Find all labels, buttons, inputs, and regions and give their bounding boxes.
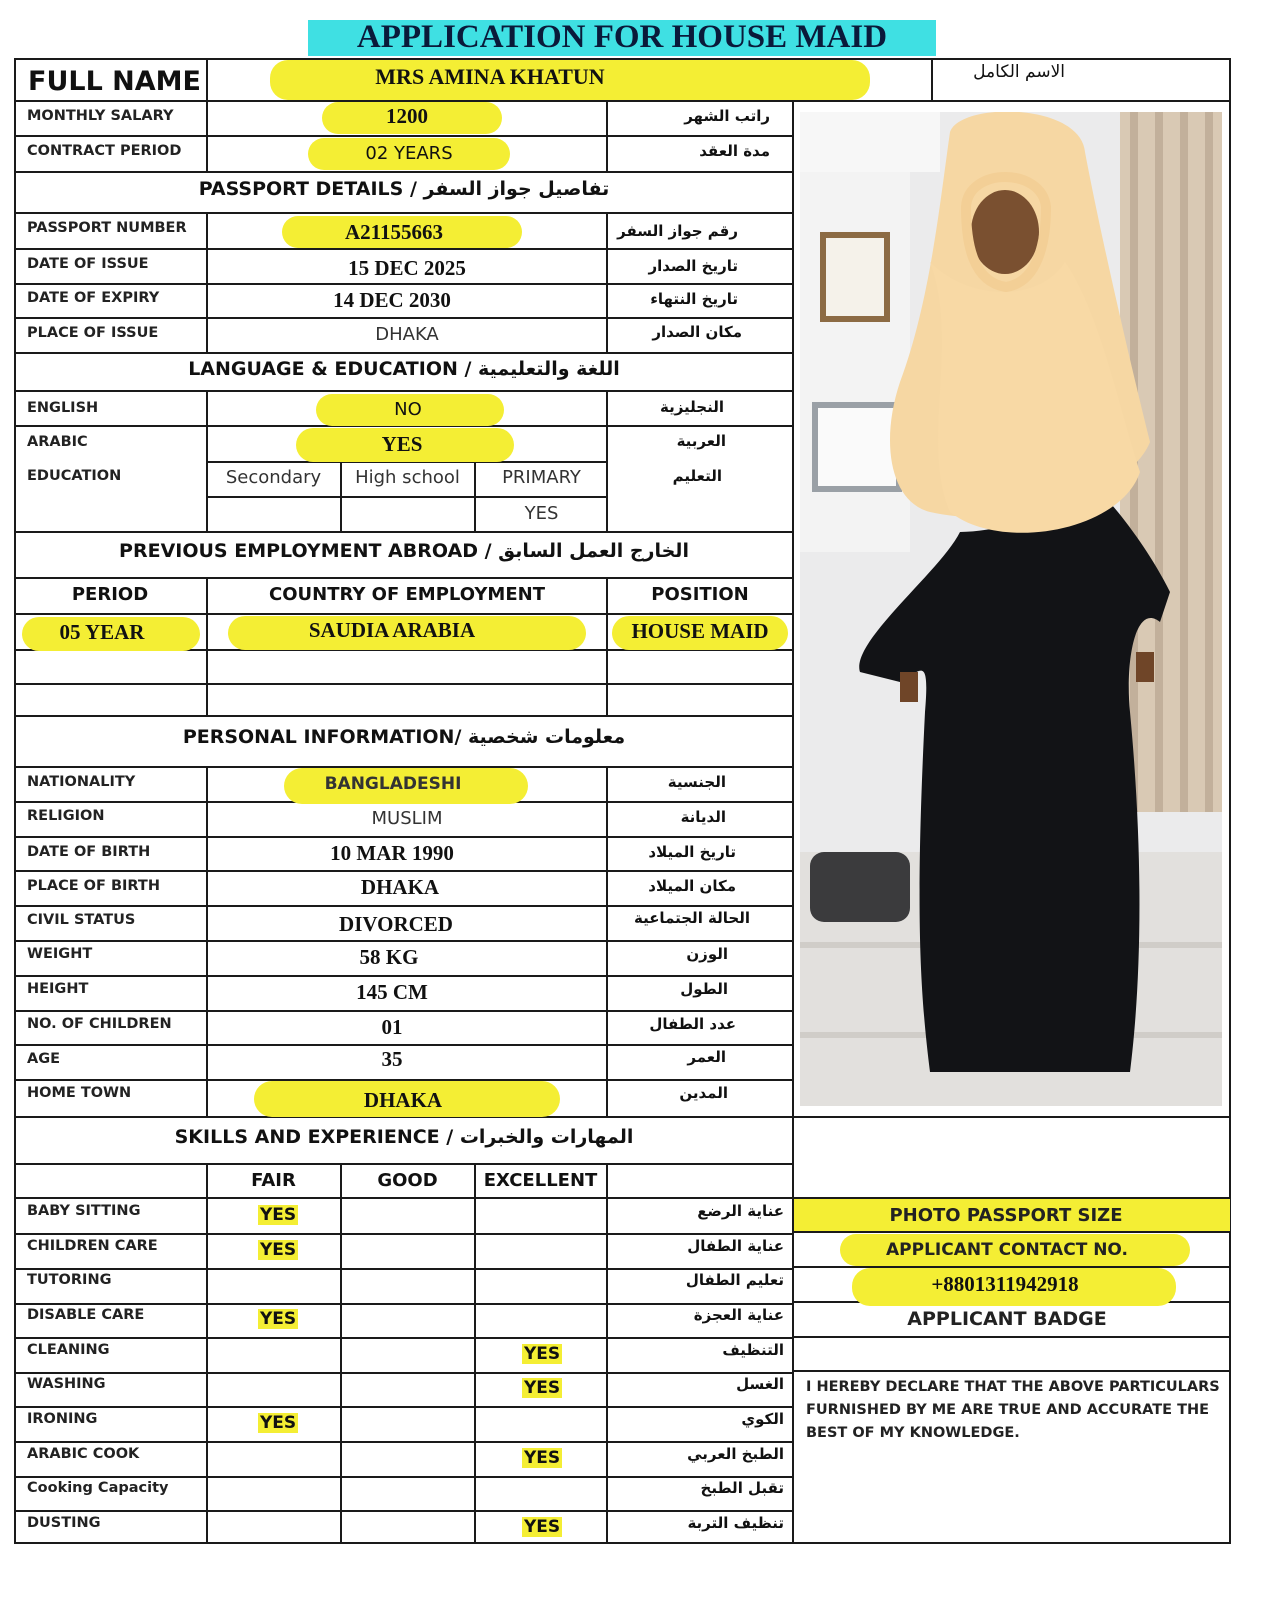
date-of-expiry-value: 14 DEC 2030 — [333, 288, 451, 312]
skill-label: Cooking Capacity — [27, 1480, 169, 1496]
pob-label: PLACE OF BIRTH — [27, 878, 160, 894]
skill-label: WASHING — [27, 1376, 106, 1392]
civil-status-label: CIVIL STATUS — [27, 912, 136, 928]
education-primary-value: YES — [524, 503, 559, 524]
skills-row-divider — [14, 1510, 794, 1512]
age-value: 35 — [381, 1047, 403, 1071]
skills-row-divider — [14, 1268, 794, 1270]
skills-row-divider — [14, 1233, 794, 1235]
english-label: ENGLISH — [27, 400, 99, 416]
skills-row-divider — [14, 1441, 794, 1443]
date-of-issue-ar: تاريخ الصدار — [648, 257, 738, 275]
applicant-photo — [800, 112, 1222, 1106]
children-ar: عدد الطفال — [649, 1015, 736, 1033]
skill-ar: الكوي — [741, 1410, 784, 1428]
skill-label: ARABIC COOK — [27, 1446, 140, 1462]
dob-value: 10 MAR 1990 — [330, 841, 454, 865]
dob-label: DATE OF BIRTH — [27, 844, 151, 860]
full-name-value: MRS AMINA KHATUN — [375, 64, 605, 89]
civil-status-ar: الحالة الجتماعية — [633, 909, 750, 927]
education-ar: التعليم — [672, 467, 722, 485]
religion-label: RELIGION — [27, 808, 105, 824]
education-label: EDUCATION — [27, 468, 122, 484]
monthly-salary-label: MONTHLY SALARY — [27, 108, 174, 124]
contract-period-ar: مدة العقد — [699, 142, 770, 160]
skill-label: DISABLE CARE — [27, 1307, 145, 1323]
skill-label: BABY SITTING — [27, 1203, 141, 1219]
skills-row-divider — [14, 1476, 794, 1478]
civil-status-value: DIVORCED — [339, 912, 453, 936]
personal-section-title: PERSONAL INFORMATION/ معلومات شخصية — [182, 726, 626, 748]
age-ar: العمر — [687, 1048, 726, 1066]
skill-ar: تقبل الطبخ — [700, 1479, 784, 1497]
skills-row-divider — [14, 1406, 794, 1408]
home-town-ar: المدين — [679, 1084, 728, 1102]
employment-position: HOUSE MAID — [631, 619, 769, 643]
skill-excellent-yes: YES — [524, 1517, 561, 1537]
employment-section-title: PREVIOUS EMPLOYMENT ABROAD / الخارج العمل السابق — [119, 540, 689, 562]
employment-header-period: PERIOD — [71, 584, 149, 605]
religion-ar: الديانة — [680, 808, 726, 826]
place-of-issue-label: PLACE OF ISSUE — [27, 325, 159, 341]
page-title: APPLICATION FOR HOUSE MAID — [356, 19, 888, 55]
english-value: NO — [394, 399, 422, 420]
employment-country: SAUDIA ARABIA — [308, 618, 476, 642]
contact-value[interactable]: +8801311942918 — [931, 1272, 1079, 1296]
arabic-ar: العربية — [676, 432, 726, 450]
date-of-expiry-label: DATE OF EXPIRY — [27, 290, 160, 306]
passport-number-ar: رقم جواز السفر — [617, 222, 738, 240]
home-town-label: HOME TOWN — [27, 1085, 132, 1101]
skill-ar: الغسل — [736, 1375, 784, 1393]
monthly-salary-ar: راتب الشهر — [684, 107, 770, 125]
date-of-issue-label: DATE OF ISSUE — [27, 256, 149, 272]
weight-ar: الوزن — [686, 945, 728, 963]
full-name-ar: الاسم الكامل — [973, 62, 1065, 82]
skill-label: CLEANING — [27, 1342, 110, 1358]
declaration-text: I HEREBY DECLARE THAT THE ABOVE PARTICULARS FURNISHED BY ME ARE TRUE AND ACCURATE THE BEST OF MY KNOWLEDGE. — [806, 1379, 1220, 1441]
language-section-title: LANGUAGE & EDUCATION / اللغة والتعليمية — [188, 358, 620, 380]
weight-label: WEIGHT — [27, 946, 93, 962]
arabic-value: YES — [381, 432, 423, 456]
skills-header-excellent: EXCELLENT — [483, 1170, 598, 1191]
skill-label: IRONING — [27, 1411, 98, 1427]
children-label: NO. OF CHILDREN — [27, 1016, 172, 1032]
skill-ar: عناية الطفال — [687, 1237, 784, 1255]
skill-excellent-yes: YES — [524, 1378, 561, 1398]
contract-period-label: CONTRACT PERIOD — [27, 143, 182, 159]
dob-ar: تاريخ الميلاد — [648, 843, 736, 861]
passport-number-label: PASSPORT NUMBER — [27, 220, 187, 236]
contract-period-value: 02 YEARS — [365, 143, 453, 164]
skill-label: TUTORING — [27, 1272, 112, 1288]
skill-ar: الطبخ العربي — [687, 1445, 784, 1463]
skill-fair-yes: YES — [260, 1205, 297, 1225]
skills-header-fair: FAIR — [251, 1170, 296, 1191]
weight-value: 58 KG — [359, 945, 419, 969]
photo-size-label: PHOTO PASSPORT SIZE — [889, 1205, 1123, 1226]
place-of-issue-value: DHAKA — [375, 324, 439, 345]
skills-row-divider — [14, 1303, 794, 1305]
skill-fair-yes: YES — [260, 1309, 297, 1329]
education-highschool: High school — [355, 467, 460, 488]
passport-section-title: PASSPORT DETAILS / تفاصيل جواز السفر — [198, 178, 610, 200]
education-primary: PRIMARY — [502, 467, 581, 488]
nationality-label: NATIONALITY — [27, 774, 136, 790]
english-ar: النجليزية — [659, 398, 724, 416]
nationality-value: BANGLADESHI — [324, 774, 462, 794]
nationality-ar: الجنسية — [667, 773, 726, 791]
education-secondary: Secondary — [225, 467, 322, 488]
skill-label: CHILDREN CARE — [27, 1238, 158, 1254]
skills-section-title: SKILLS AND EXPERIENCE / المهارات والخبرات — [174, 1126, 634, 1148]
religion-value: MUSLIM — [371, 808, 443, 829]
skill-ar: تنظيف التربة — [687, 1514, 784, 1532]
passport-number-value: A21155663 — [344, 220, 443, 244]
home-town-value: DHAKA — [363, 1088, 443, 1112]
skill-label: DUSTING — [27, 1515, 101, 1531]
monthly-salary-value: 1200 — [386, 104, 428, 128]
skill-ar: التنظيف — [722, 1341, 784, 1359]
skill-excellent-yes: YES — [524, 1448, 561, 1468]
skill-excellent-yes: YES — [524, 1344, 561, 1364]
skill-fair-yes: YES — [260, 1240, 297, 1260]
arabic-label: ARABIC — [27, 434, 88, 450]
skill-ar: عناية العجزة — [693, 1306, 784, 1324]
pob-value: DHAKA — [360, 875, 440, 899]
date-of-expiry-ar: تاريخ النتهاء — [650, 290, 738, 308]
employment-header-country: COUNTRY OF EMPLOYMENT — [269, 584, 545, 605]
height-value: 145 CM — [356, 980, 428, 1004]
skills-row-divider — [14, 1372, 794, 1374]
age-label: AGE — [27, 1051, 61, 1067]
full-name-label: FULL NAME — [28, 66, 201, 97]
place-of-issue-ar: مكان الصدار — [652, 323, 742, 341]
pob-ar: مكان الميلاد — [648, 877, 736, 895]
skills-header-good: GOOD — [377, 1170, 438, 1191]
skill-fair-yes: YES — [260, 1413, 297, 1433]
skills-row-divider — [14, 1337, 794, 1339]
skill-ar: عناية الرضع — [697, 1202, 784, 1220]
height-label: HEIGHT — [27, 981, 89, 997]
employment-period: 05 YEAR — [59, 620, 145, 644]
date-of-issue-value: 15 DEC 2025 — [348, 256, 466, 280]
employment-header-position: POSITION — [651, 584, 749, 605]
contact-label: APPLICANT CONTACT NO. — [886, 1240, 1128, 1260]
height-ar: الطول — [680, 980, 728, 998]
children-value: 01 — [381, 1015, 403, 1039]
skill-ar: تعليم الطفال — [685, 1271, 784, 1289]
badge-label: APPLICANT BADGE — [907, 1308, 1107, 1330]
